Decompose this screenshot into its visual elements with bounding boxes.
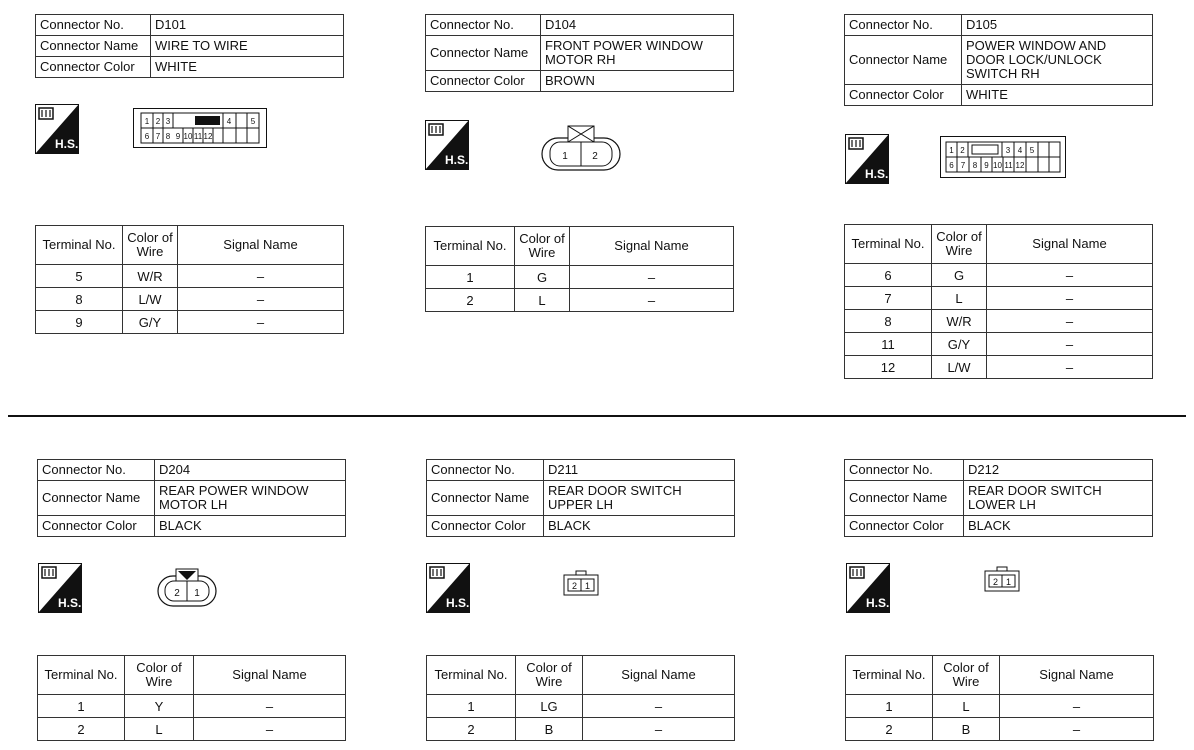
pin-label: 1	[562, 151, 568, 162]
terminal-no-header: Terminal No.	[38, 656, 125, 695]
pin-label: 11	[193, 132, 203, 141]
connector-no-label: Connector No.	[845, 460, 964, 481]
terminal-cell: 1	[846, 695, 933, 718]
terminal-no-header: Terminal No.	[845, 225, 932, 264]
connector-name-label: Connector Name	[845, 481, 964, 516]
terminal-cell: 11	[845, 333, 932, 356]
wire-color-header: Color of Wire	[516, 656, 583, 695]
pin-label: 7	[155, 132, 161, 141]
terminal-cell: 1	[427, 695, 516, 718]
wire-color-header: Color of Wire	[123, 226, 178, 265]
connector-no-value: D104	[541, 15, 734, 36]
signal-cell: –	[987, 310, 1153, 333]
table-row	[38, 695, 346, 718]
hs-badge-text: H.S.	[55, 137, 79, 151]
wire-cell: W/R	[932, 310, 987, 333]
connector-info-table	[844, 14, 1153, 106]
signal-cell: –	[987, 333, 1153, 356]
connector-face-icon	[133, 108, 267, 148]
connector-color-value: BLACK	[155, 516, 346, 537]
terminal-table	[426, 655, 735, 741]
connector-no-value: D105	[962, 15, 1153, 36]
terminal-cell: 2	[426, 289, 515, 312]
connector-no-label: Connector No.	[38, 460, 155, 481]
wire-cell: L/W	[123, 288, 178, 311]
connector-no-label: Connector No.	[845, 15, 962, 36]
pin-label: 10	[993, 161, 1002, 170]
signal-cell: –	[570, 289, 734, 312]
connector-info-table	[426, 459, 735, 537]
pin-label: 2	[960, 146, 965, 155]
connector-info-table	[37, 459, 346, 537]
pin-label: 9	[175, 132, 181, 141]
connector-name-value: REAR DOOR SWITCH LOWER LH	[964, 481, 1153, 516]
pin-label: 12	[1015, 161, 1025, 170]
table-row	[427, 695, 735, 718]
terminal-cell: 7	[845, 287, 932, 310]
pin-label: 5	[250, 117, 256, 126]
connector-no-label: Connector No.	[426, 15, 541, 36]
harness-side-icon	[426, 563, 470, 613]
wire-color-header: Color of Wire	[932, 225, 987, 264]
wire-cell: L	[932, 287, 987, 310]
connector-color-label: Connector Color	[427, 516, 544, 537]
connector-name-value: WIRE TO WIRE	[151, 36, 344, 57]
signal-cell: –	[178, 288, 344, 311]
wire-cell: B	[516, 718, 583, 741]
connector-name-value: FRONT POWER WINDOW MOTOR RH	[541, 36, 734, 71]
wire-cell: W/R	[123, 265, 178, 288]
connector-color-label: Connector Color	[36, 57, 151, 78]
connector-no-value: D212	[964, 460, 1153, 481]
connector-no-value: D204	[155, 460, 346, 481]
wire-cell: L	[125, 718, 194, 741]
pin-label: 11	[1004, 161, 1013, 170]
table-row	[36, 265, 344, 288]
table-row	[845, 356, 1153, 379]
hs-badge-text: H.S.	[866, 596, 890, 610]
pin-label: 2	[174, 588, 180, 599]
connector-name-label: Connector Name	[36, 36, 151, 57]
signal-cell: –	[987, 356, 1153, 379]
connector-face-icon	[563, 570, 599, 598]
table-row	[846, 718, 1154, 741]
connector-name-value: REAR DOOR SWITCH UPPER LH	[544, 481, 735, 516]
hs-badge-text: H.S.	[445, 153, 469, 167]
signal-cell: –	[194, 718, 346, 741]
connector-face-icon	[984, 566, 1020, 594]
pin-label: 4	[226, 117, 232, 126]
signal-cell: –	[1000, 695, 1154, 718]
connector-color-label: Connector Color	[426, 71, 541, 92]
table-row	[427, 718, 735, 741]
signal-cell: –	[194, 695, 346, 718]
wire-color-header: Color of Wire	[933, 656, 1000, 695]
pin-label: 12	[203, 132, 213, 141]
pin-label: 2	[155, 117, 161, 126]
pin-label: 1	[949, 146, 954, 155]
terminal-no-header: Terminal No.	[846, 656, 933, 695]
table-row	[845, 333, 1153, 356]
pin-label: 1	[584, 581, 591, 591]
wire-cell: G/Y	[123, 311, 178, 334]
terminal-table	[37, 655, 346, 741]
pin-label: 3	[1005, 146, 1011, 155]
terminal-cell: 2	[846, 718, 933, 741]
terminal-cell: 8	[36, 288, 123, 311]
connector-no-value: D211	[544, 460, 735, 481]
pin-label: 2	[571, 581, 578, 591]
pin-label: 9	[984, 161, 989, 170]
connector-color-label: Connector Color	[845, 516, 964, 537]
table-row	[38, 718, 346, 741]
connector-face-icon	[540, 122, 622, 174]
wire-cell: L	[515, 289, 570, 312]
harness-side-icon	[846, 563, 890, 613]
terminal-cell: 1	[426, 266, 515, 289]
harness-side-icon	[425, 120, 469, 170]
connector-no-value: D101	[151, 15, 344, 36]
connector-color-value: BLACK	[964, 516, 1153, 537]
terminal-cell: 8	[845, 310, 932, 333]
connector-name-value: POWER WINDOW AND DOOR LOCK/UNLOCK SWITCH RH	[962, 36, 1153, 85]
wire-cell: G/Y	[932, 333, 987, 356]
pin-label: 8	[972, 161, 978, 170]
connector-name-label: Connector Name	[426, 36, 541, 71]
harness-side-icon	[38, 563, 82, 613]
table-row	[36, 311, 344, 334]
signal-name-header: Signal Name	[194, 656, 346, 695]
connector-info-table	[425, 14, 734, 92]
signal-cell: –	[583, 695, 735, 718]
pin-label: 10	[183, 132, 193, 141]
pin-label: 1	[144, 117, 150, 126]
signal-name-header: Signal Name	[583, 656, 735, 695]
connector-info-table	[35, 14, 344, 78]
signal-name-header: Signal Name	[570, 227, 734, 266]
hs-badge-text: H.S.	[58, 596, 82, 610]
terminal-no-header: Terminal No.	[426, 227, 515, 266]
pin-label: 6	[144, 132, 150, 141]
connector-color-value: WHITE	[151, 57, 344, 78]
signal-cell: –	[178, 311, 344, 334]
pin-label: 4	[1017, 146, 1023, 155]
pin-label: 5	[1029, 146, 1035, 155]
terminal-cell: 2	[427, 718, 516, 741]
wire-cell: L	[933, 695, 1000, 718]
terminal-cell: 2	[38, 718, 125, 741]
terminal-no-header: Terminal No.	[36, 226, 123, 265]
pin-label: 1	[194, 588, 200, 599]
signal-cell: –	[987, 264, 1153, 287]
signal-cell: –	[1000, 718, 1154, 741]
connector-name-label: Connector Name	[845, 36, 962, 85]
table-row	[845, 310, 1153, 333]
terminal-table	[425, 226, 734, 312]
connector-color-value: BLACK	[544, 516, 735, 537]
hs-badge-text: H.S.	[446, 596, 470, 610]
connector-color-value: WHITE	[962, 85, 1153, 106]
terminal-no-header: Terminal No.	[427, 656, 516, 695]
connector-color-label: Connector Color	[845, 85, 962, 106]
connector-color-value: BROWN	[541, 71, 734, 92]
connector-face-icon	[940, 136, 1066, 178]
signal-cell: –	[583, 718, 735, 741]
wire-cell: Y	[125, 695, 194, 718]
terminal-table	[845, 655, 1154, 741]
connector-face-icon	[156, 566, 218, 610]
signal-name-header: Signal Name	[987, 225, 1153, 264]
connector-name-value: REAR POWER WINDOW MOTOR LH	[155, 481, 346, 516]
harness-side-icon	[35, 104, 79, 154]
table-row	[426, 266, 734, 289]
wire-cell: LG	[516, 695, 583, 718]
terminal-table	[844, 224, 1153, 379]
terminal-cell: 5	[36, 265, 123, 288]
connector-info-table	[844, 459, 1153, 537]
signal-cell: –	[570, 266, 734, 289]
pin-label: 2	[592, 151, 598, 162]
signal-name-header: Signal Name	[1000, 656, 1154, 695]
table-row	[426, 289, 734, 312]
table-row	[845, 287, 1153, 310]
terminal-cell: 6	[845, 264, 932, 287]
terminal-cell: 12	[845, 356, 932, 379]
wire-cell: L/W	[932, 356, 987, 379]
table-row	[846, 695, 1154, 718]
harness-side-icon	[845, 134, 889, 184]
signal-cell: –	[987, 287, 1153, 310]
wire-cell: G	[932, 264, 987, 287]
table-row	[845, 264, 1153, 287]
hs-badge-text: H.S.	[865, 167, 889, 181]
signal-name-header: Signal Name	[178, 226, 344, 265]
pin-label: 7	[960, 161, 966, 170]
signal-cell: –	[178, 265, 344, 288]
connector-no-label: Connector No.	[36, 15, 151, 36]
pin-label: 2	[992, 577, 999, 587]
connector-no-label: Connector No.	[427, 460, 544, 481]
pin-label: 1	[1005, 577, 1012, 587]
wire-cell: B	[933, 718, 1000, 741]
pin-label: 6	[949, 161, 954, 170]
terminal-cell: 1	[38, 695, 125, 718]
connector-name-label: Connector Name	[38, 481, 155, 516]
wire-cell: G	[515, 266, 570, 289]
terminal-table	[35, 225, 344, 334]
table-row	[36, 288, 344, 311]
connector-name-label: Connector Name	[427, 481, 544, 516]
pin-label: 8	[165, 132, 171, 141]
pin-label: 3	[165, 117, 171, 126]
section-divider	[8, 415, 1186, 417]
wire-color-header: Color of Wire	[125, 656, 194, 695]
terminal-cell: 9	[36, 311, 123, 334]
wire-color-header: Color of Wire	[515, 227, 570, 266]
connector-color-label: Connector Color	[38, 516, 155, 537]
